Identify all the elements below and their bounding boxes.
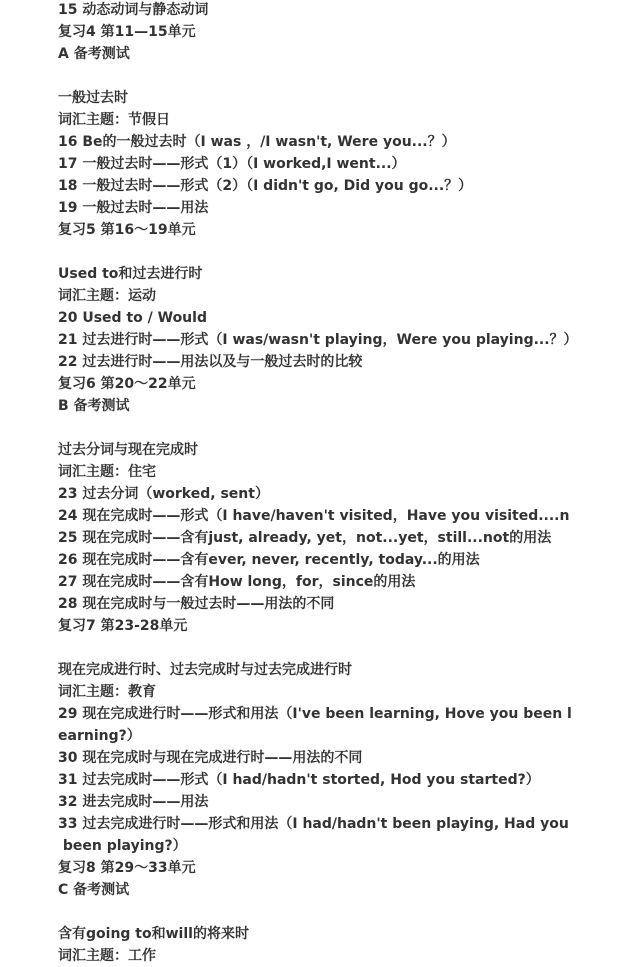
document-content xyxy=(58,0,578,967)
text-line: 复习5 第16～19单元 xyxy=(58,222,196,238)
text-line: earning?） xyxy=(58,728,141,744)
text-line: 33 过去完成进行时——形式和用法（I had/hadn't been playing, Had you xyxy=(58,816,569,832)
text-line: 20 Used to / Would xyxy=(58,310,207,326)
text-line: 复习6 第20～22单元 xyxy=(58,376,196,392)
text-line: B 备考测试 xyxy=(58,398,130,414)
vocabulary-topic: 词汇主题：工作 xyxy=(58,948,156,964)
section-heading: 一般过去时 xyxy=(58,90,128,106)
text-line: 24 现在完成时——形式（I have/haven't visited，Have you visited....n xyxy=(58,508,570,524)
blank-line xyxy=(58,65,578,87)
text-line: 21 过去进行时——形式（I was/wasn't playing，Were you playing...？） xyxy=(58,332,578,348)
vocabulary-topic: 词汇主题：运动 xyxy=(58,288,156,304)
section-heading: 过去分词与现在完成时 xyxy=(58,442,198,458)
text-line: A 备考测试 xyxy=(58,46,130,62)
blank-line xyxy=(58,901,578,923)
text-line: 27 现在完成时——含有How long，for，since的用法 xyxy=(58,574,416,590)
section-heading: 含有going to和will的将来时 xyxy=(58,926,249,942)
text-line: been playing?） xyxy=(58,838,187,854)
text-line: 19 一般过去时——用法 xyxy=(58,200,209,216)
text-line: 31 过去完成时——形式（I had/hadn't storted, Hod you started?） xyxy=(58,772,540,788)
text-line: 29 现在完成进行时——形式和用法（I've been learning, Hove you been l xyxy=(58,706,572,722)
text-line: 复习8 第29～33单元 xyxy=(58,860,196,876)
text-line: 22 过去进行时——用法以及与一般过去时的比较 xyxy=(58,354,363,370)
text-line: 28 现在完成时与一般过去时——用法的不同 xyxy=(58,596,335,612)
text-line: 26 现在完成时——含有ever, never, recently, today...的用法 xyxy=(58,552,480,568)
vocabulary-topic: 词汇主题：节假日 xyxy=(58,112,170,128)
blank-line xyxy=(58,417,578,439)
text-line: 23 过去分词（worked, sent） xyxy=(58,486,269,502)
blank-line xyxy=(58,637,578,659)
text-line: 16 Be的一般过去时（I was ，/I wasn't, Were you...？） xyxy=(58,134,456,150)
section-heading: Used to和过去进行时 xyxy=(58,266,203,282)
text-line: 18 一般过去时——形式（2）（I didn't go, Did you go...？） xyxy=(58,178,473,194)
text-line: C 备考测试 xyxy=(58,882,130,898)
text-line: 15 动态动词与静态动词 xyxy=(58,2,209,18)
text-line: 17 一般过去时——形式（1）（I worked,I went...） xyxy=(58,156,406,172)
text-line: 25 现在完成时——含有just, already, yet，not...yet，still...not的用法 xyxy=(58,530,552,546)
text-line: 30 现在完成时与现在完成进行时——用法的不同 xyxy=(58,750,363,766)
vocabulary-topic: 词汇主题：住宅 xyxy=(58,464,156,480)
vocabulary-topic: 词汇主题：教育 xyxy=(58,684,156,700)
text-line: 复习7 第23-28单元 xyxy=(58,618,188,634)
text-line: 复习4 第11—15单元 xyxy=(58,24,196,40)
blank-line xyxy=(58,241,578,263)
section-heading: 现在完成进行时、过去完成时与过去完成进行时 xyxy=(58,662,352,678)
text-line: 32 进去完成时——用法 xyxy=(58,794,209,810)
